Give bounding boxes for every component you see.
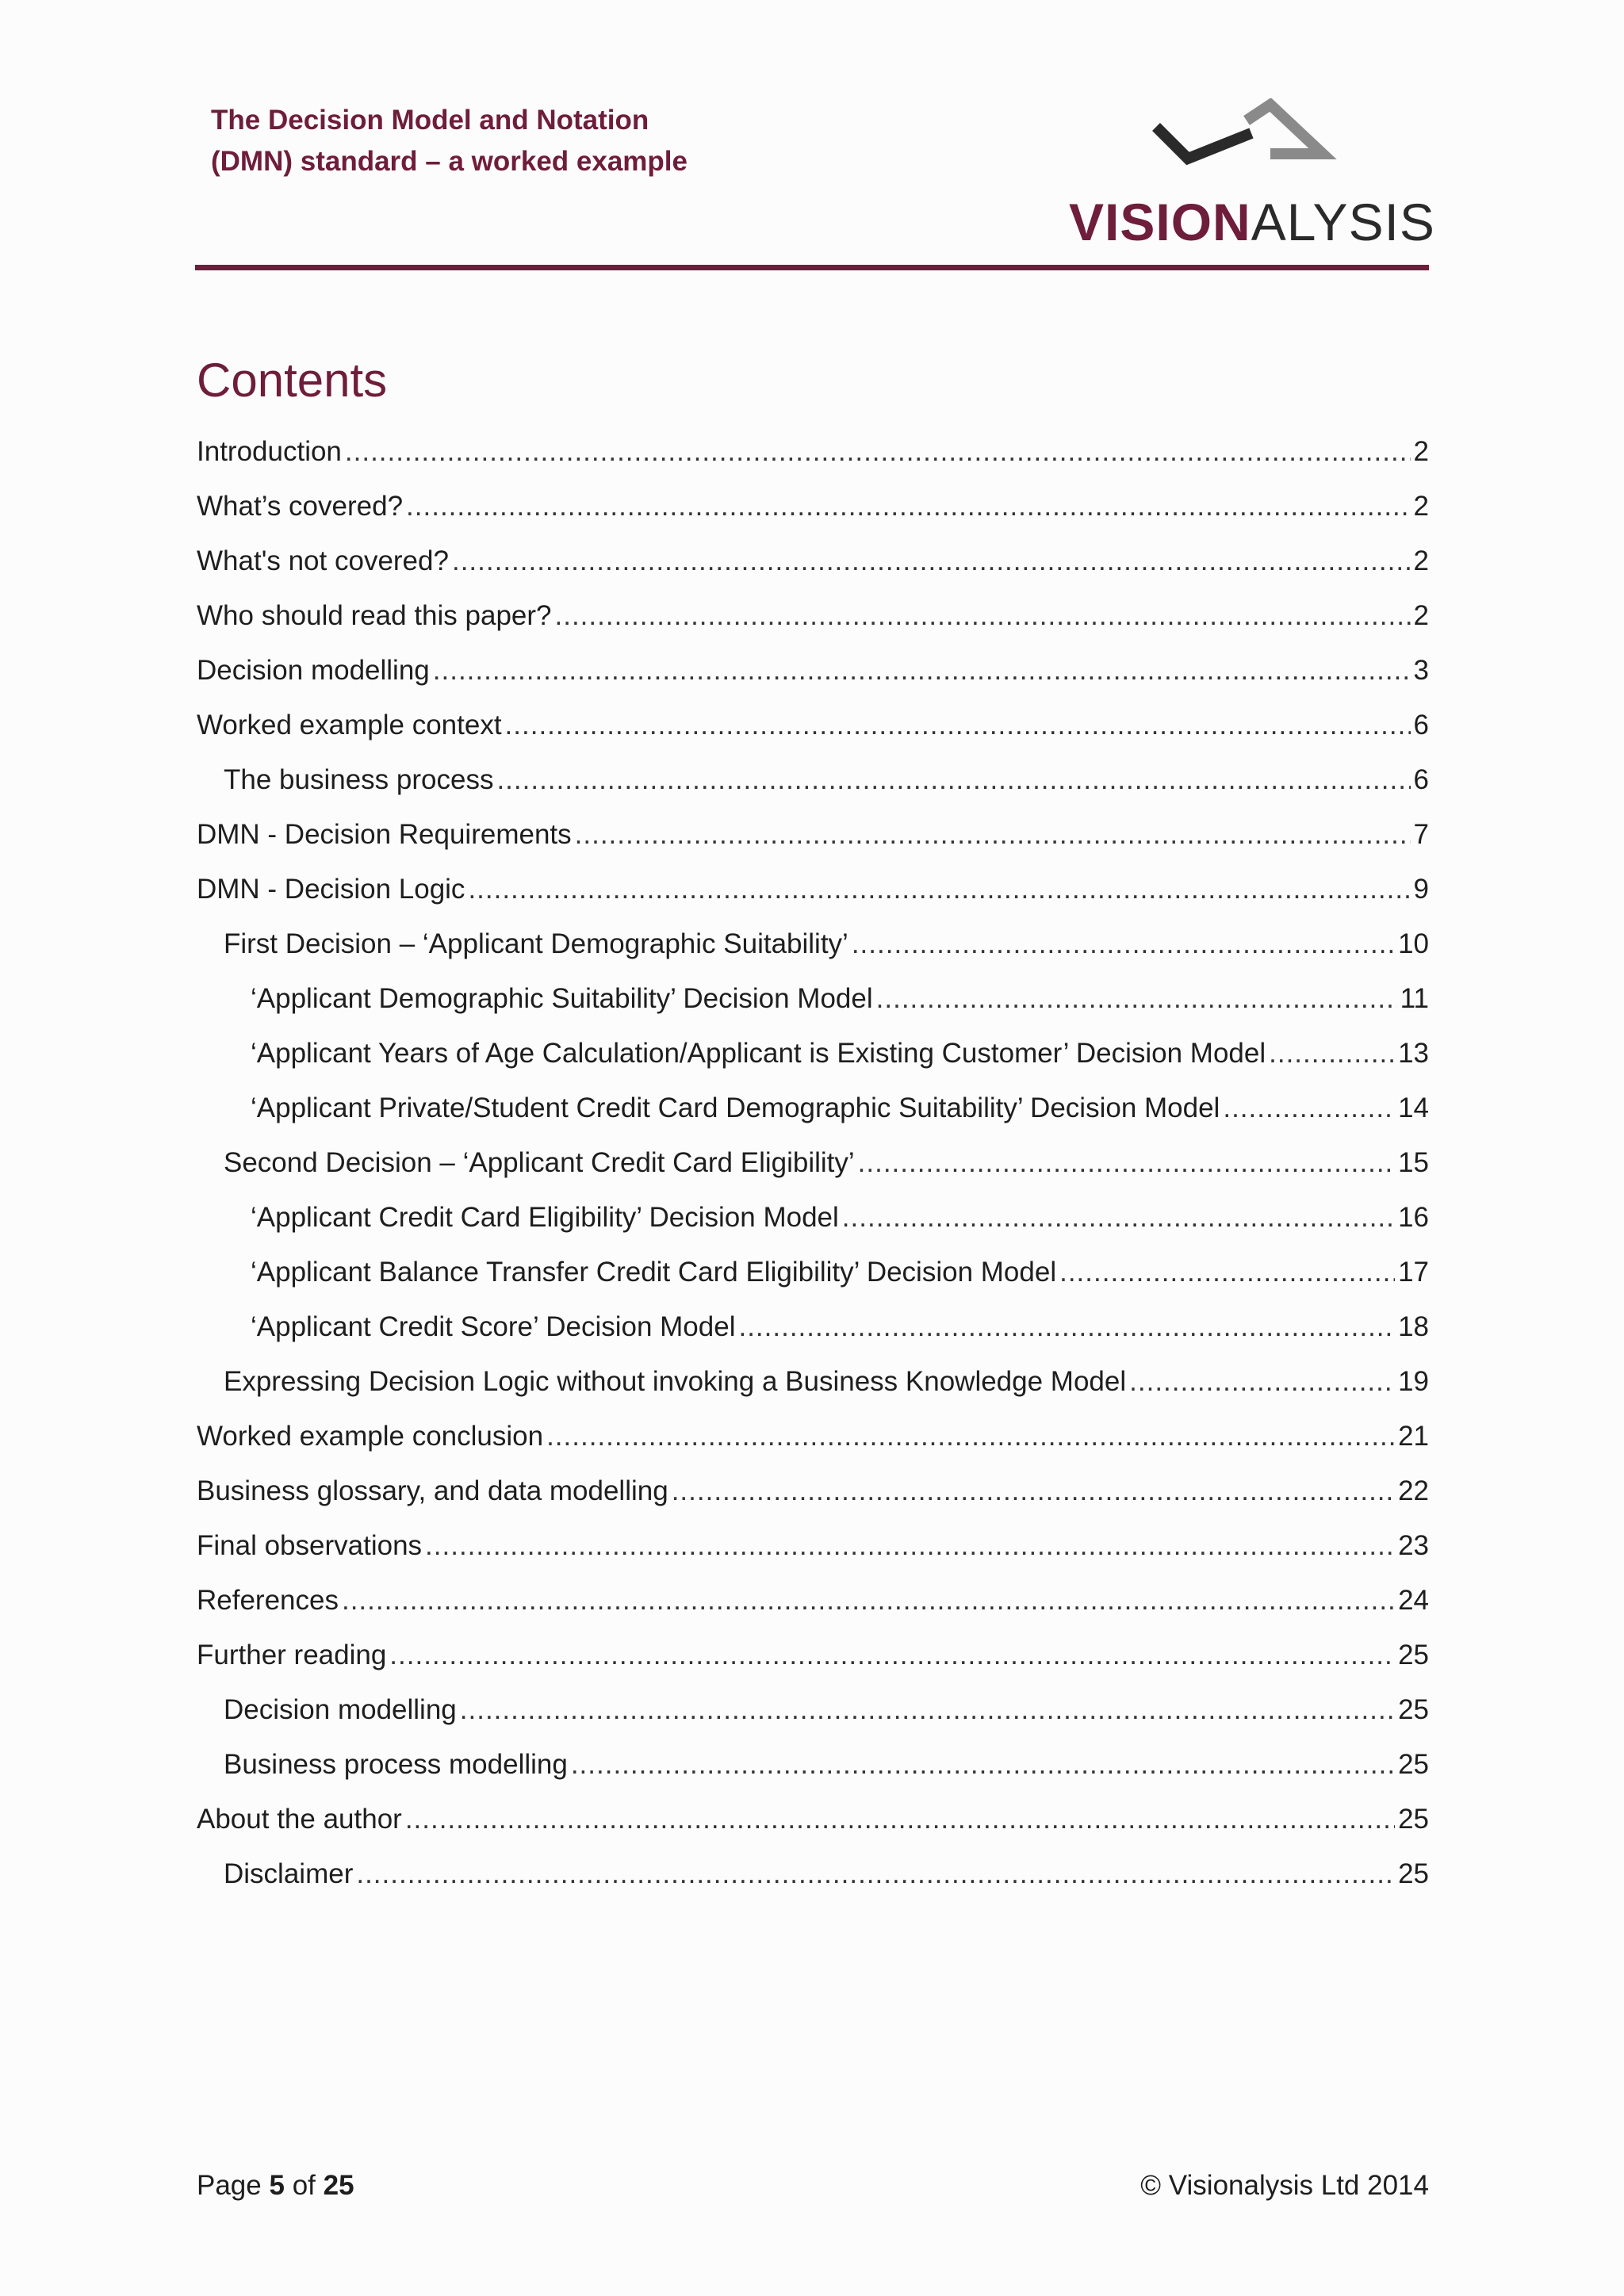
- page-total: 25: [323, 2170, 354, 2201]
- toc-entry[interactable]: [197, 1464, 1429, 1518]
- toc-dot-leader: [389, 1628, 1395, 1682]
- toc-entry-page: 25: [1398, 1640, 1429, 1670]
- toc-entry-title: Second Decision – ‘Applicant Credit Card Eligibility’: [224, 1147, 855, 1178]
- toc-entry-page: 2: [1413, 545, 1429, 576]
- toc-entry-title: ‘Applicant Credit Card Eligibility’ Decision Model: [251, 1202, 839, 1233]
- toc-dot-leader: [1223, 1081, 1395, 1135]
- toc-dot-leader: [342, 1573, 1395, 1628]
- toc-entry-title: Who should read this paper?: [197, 600, 552, 631]
- toc-entry-page: 9: [1413, 874, 1429, 905]
- toc-entry-title: ‘Applicant Years of Age Calculation/Applicant is Existing Customer’ Decision Model: [251, 1038, 1266, 1069]
- toc-entry-title: Decision modelling: [197, 655, 430, 686]
- toc-entry[interactable]: [197, 424, 1429, 479]
- toc-entry-title: Introduction: [197, 436, 342, 467]
- toc-entry-page: 19: [1398, 1366, 1429, 1397]
- toc-dot-leader: [460, 1682, 1395, 1737]
- toc-entry-title: DMN - Decision Requirements: [197, 819, 572, 850]
- toc-entry[interactable]: [197, 1518, 1429, 1573]
- toc-dot-leader: [452, 534, 1411, 588]
- toc-dot-leader: [555, 588, 1411, 643]
- toc-entry-page: 2: [1413, 600, 1429, 631]
- chevron-logo-icon: [1151, 98, 1342, 178]
- toc-dot-leader: [425, 1518, 1395, 1573]
- toc-entry-title: DMN - Decision Logic: [197, 874, 465, 905]
- toc-dot-leader: [1059, 1245, 1395, 1299]
- toc-entry-page: 3: [1413, 655, 1429, 686]
- toc-entry-page: 14: [1398, 1093, 1429, 1123]
- logo-wordmark-light: ALYSIS: [1251, 193, 1435, 251]
- toc-entry-page: 6: [1413, 710, 1429, 740]
- toc-entry-title: Expressing Decision Logic without invoking a Business Knowledge Model: [224, 1366, 1127, 1397]
- toc-entry[interactable]: [197, 1846, 1429, 1901]
- contents-heading: Contents: [197, 354, 388, 407]
- toc-entry-title: References: [197, 1585, 339, 1616]
- toc-entry-title: Business process modelling: [224, 1749, 568, 1780]
- toc-entry[interactable]: [197, 752, 1429, 807]
- toc-entry-page: 18: [1398, 1311, 1429, 1342]
- toc-entry[interactable]: [197, 1628, 1429, 1682]
- toc-dot-leader: [575, 807, 1411, 862]
- toc-entry-page: 2: [1413, 436, 1429, 467]
- toc-entry-page: 16: [1398, 1202, 1429, 1233]
- table-of-contents: [197, 424, 1429, 1901]
- page-word: Page: [197, 2170, 262, 2201]
- toc-entry[interactable]: [197, 1299, 1429, 1354]
- toc-entry[interactable]: [197, 643, 1429, 698]
- toc-dot-leader: [1269, 1026, 1395, 1081]
- toc-entry-title: Worked example context: [197, 710, 502, 740]
- toc-entry-page: 15: [1398, 1147, 1429, 1178]
- page-number: [197, 2166, 354, 2206]
- document-title-line-1: The Decision Model and Notation: [211, 105, 649, 136]
- toc-dot-leader: [405, 1792, 1395, 1846]
- toc-dot-leader: [858, 1135, 1395, 1190]
- toc-dot-leader: [546, 1409, 1395, 1464]
- toc-entry-page: 7: [1413, 819, 1429, 850]
- page-of: of: [292, 2170, 316, 2201]
- toc-entry-page: 10: [1398, 928, 1429, 959]
- toc-entry-title: Decision modelling: [224, 1694, 457, 1725]
- toc-entry[interactable]: [197, 1026, 1429, 1081]
- header-divider: [195, 265, 1429, 270]
- toc-entry[interactable]: [197, 479, 1429, 534]
- toc-dot-leader: [842, 1190, 1395, 1245]
- toc-entry-page: 24: [1398, 1585, 1429, 1616]
- toc-entry[interactable]: [197, 1682, 1429, 1737]
- toc-entry-page: 17: [1398, 1257, 1429, 1288]
- toc-entry-page: 21: [1398, 1421, 1429, 1452]
- toc-entry-title: ‘Applicant Private/Student Credit Card Demographic Suitability’ Decision Model: [251, 1093, 1220, 1123]
- toc-entry[interactable]: [197, 1573, 1429, 1628]
- toc-entry-title: Business glossary, and data modelling: [197, 1475, 668, 1506]
- toc-dot-leader: [571, 1737, 1395, 1792]
- toc-entry-page: 25: [1398, 1694, 1429, 1725]
- toc-entry-page: 11: [1400, 983, 1429, 1014]
- toc-dot-leader: [356, 1846, 1395, 1901]
- copyright-notice: © Visionalysis Ltd 2014: [1140, 2170, 1429, 2201]
- toc-dot-leader: [1129, 1354, 1395, 1409]
- toc-entry[interactable]: [197, 807, 1429, 862]
- toc-entry[interactable]: [197, 1409, 1429, 1464]
- toc-entry-page: 25: [1398, 1804, 1429, 1835]
- toc-entry-page: 13: [1398, 1038, 1429, 1069]
- toc-dot-leader: [496, 752, 1410, 807]
- toc-dot-leader: [672, 1464, 1395, 1518]
- toc-entry[interactable]: [197, 1245, 1429, 1299]
- toc-dot-leader: [345, 424, 1411, 479]
- toc-entry-title: Final observations: [197, 1530, 423, 1561]
- toc-entry-title: ‘Applicant Credit Score’ Decision Model: [251, 1311, 736, 1342]
- toc-entry-title: Worked example conclusion: [197, 1421, 544, 1452]
- toc-entry-title: What’s covered?: [197, 491, 404, 522]
- visionalysis-logo: [1063, 98, 1435, 251]
- toc-entry-page: 6: [1413, 764, 1429, 795]
- toc-entry[interactable]: [197, 1190, 1429, 1245]
- toc-dot-leader: [433, 643, 1411, 698]
- logo-wordmark-strong: VISION: [1069, 193, 1251, 251]
- toc-dot-leader: [406, 479, 1410, 534]
- toc-entry[interactable]: [197, 698, 1429, 752]
- toc-entry[interactable]: [197, 1135, 1429, 1190]
- logo-wordmark: [1069, 190, 1435, 254]
- toc-entry[interactable]: [197, 1354, 1429, 1409]
- toc-entry-title: Further reading: [197, 1640, 387, 1670]
- toc-entry[interactable]: [197, 1792, 1429, 1846]
- toc-entry[interactable]: [197, 862, 1429, 916]
- toc-entry[interactable]: [197, 1081, 1429, 1135]
- toc-entry-title: About the author: [197, 1804, 402, 1835]
- toc-entry-title: ‘Applicant Demographic Suitability’ Decision Model: [251, 983, 873, 1014]
- page-current: 5: [269, 2170, 285, 2201]
- toc-entry-page: 2: [1413, 491, 1429, 522]
- toc-entry[interactable]: [197, 971, 1429, 1026]
- toc-entry-page: 25: [1398, 1858, 1429, 1889]
- toc-dot-leader: [505, 698, 1411, 752]
- toc-entry-title: The business process: [224, 764, 494, 795]
- toc-dot-leader: [468, 862, 1410, 916]
- document-title: [211, 100, 688, 182]
- toc-entry-title: First Decision – ‘Applicant Demographic Suitability’: [224, 928, 848, 959]
- toc-entry[interactable]: [197, 916, 1429, 971]
- toc-dot-leader: [876, 971, 1397, 1026]
- document-title-line-2: (DMN) standard – a worked example: [211, 146, 688, 177]
- toc-entry-page: 22: [1398, 1475, 1429, 1506]
- toc-entry-title: Disclaimer: [224, 1858, 354, 1889]
- toc-entry-title: ‘Applicant Balance Transfer Credit Card Eligibility’ Decision Model: [251, 1257, 1057, 1288]
- toc-entry[interactable]: [197, 534, 1429, 588]
- toc-dot-leader: [852, 916, 1395, 971]
- toc-entry[interactable]: [197, 1737, 1429, 1792]
- toc-dot-leader: [738, 1299, 1395, 1354]
- toc-entry-page: 23: [1398, 1530, 1429, 1561]
- toc-entry-page: 25: [1398, 1749, 1429, 1780]
- toc-entry[interactable]: [197, 588, 1429, 643]
- toc-entry-title: What's not covered?: [197, 545, 449, 576]
